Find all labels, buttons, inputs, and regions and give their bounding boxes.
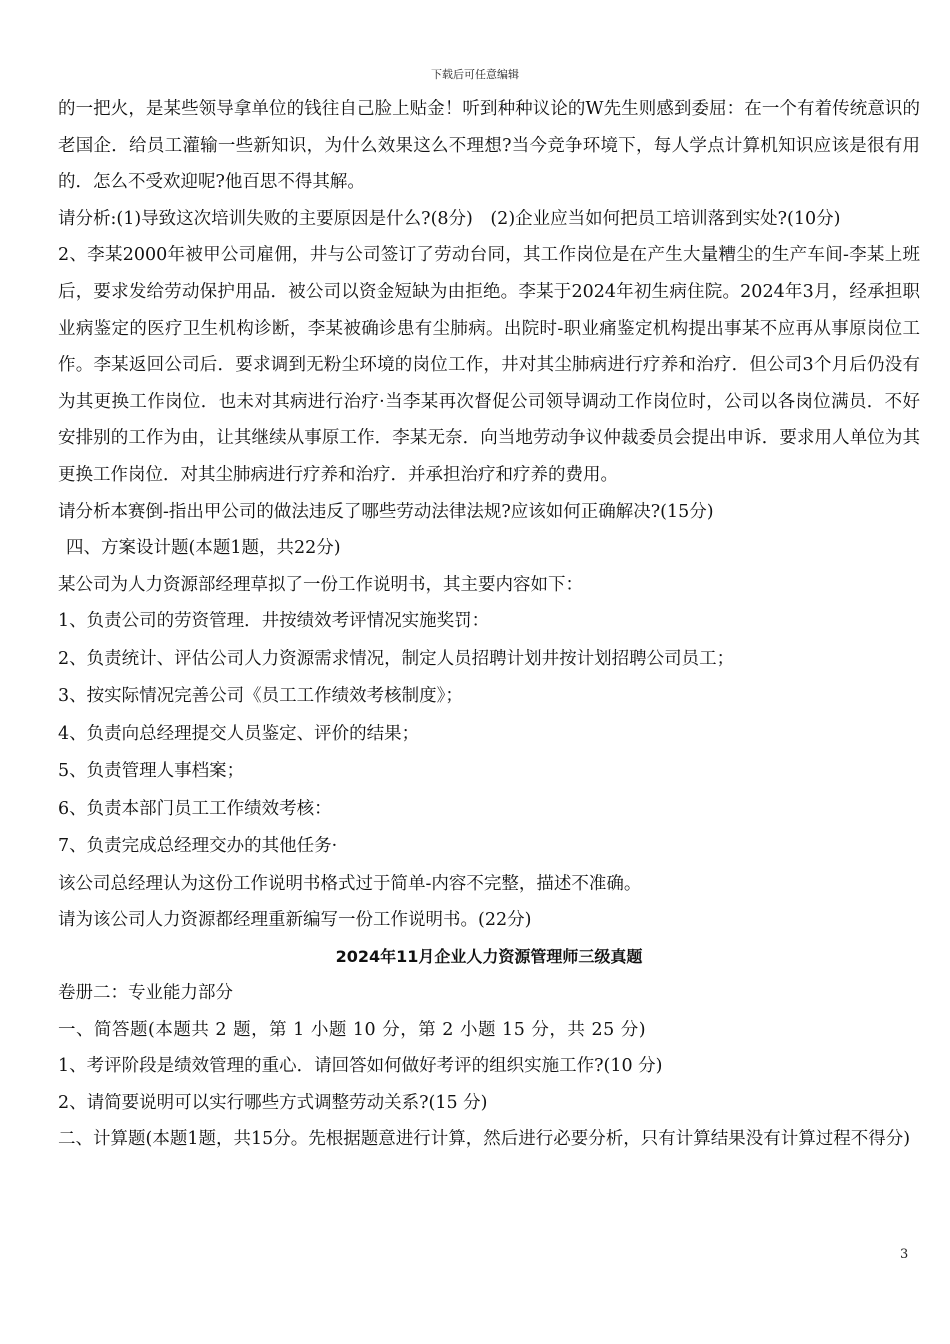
paragraph-training-complaint: 的一把火，是某些领导拿单位的钱往自己脸上贴金！听到种种议论的W先生则感到委屈：在一个有着传统意识的老国企．给员工灌输一些新知识，为什么效果这么不理想?当今竞争环境下，每人学点计算机知识应该是很有用的．怎么不受欢迎呢?他百思不得其解。 [58, 99, 920, 193]
calculation-heading: 二、计算题(本题1题，共15分。先根据题意进行计算，然后进行必要分析，只有计算结果没有计算过程不得分) [58, 1129, 911, 1150]
section-four-heading: 四、方案设计题(本题1题，共22分) [66, 538, 341, 559]
short-answer-heading: 一、简答题(本题共 2 题，第 1 小题 10 分，第 2 小题 15 分，共 25 分) [58, 1019, 647, 1040]
manager-opinion: 该公司总经理认为这份工作说明书格式过于简单-内容不完整，描述不准确。 [58, 873, 642, 894]
list-item: 3、按实际情况完善公司《员工工作绩效考核制度》； [58, 686, 463, 707]
list-item: 5、负责管理人事档案； [58, 761, 245, 782]
question-analysis-1: 请分析:(1)导致这次培训失败的主要原因是什么?(8分) (2)企业应当如何把员工培训落到实处?(10分) [58, 208, 841, 229]
list-item: 4、负责向总经理提交人员鉴定、评价的结果； [58, 723, 420, 744]
volume-two-heading: 卷册二：专业能力部分 [58, 983, 233, 1003]
job-description-intro: 某公司为人力资源部经理草拟了一份工作说明书，其主要内容如下： [58, 574, 583, 595]
list-item: 7、负责完成总经理交办的其他任务· [58, 836, 338, 857]
list-item: 6、负责本部门员工工作绩效考核： [58, 798, 332, 819]
document-body [58, 91, 920, 1158]
list-item: 1、负责公司的劳资管理．井按绩效考评情况实施奖罚： [58, 611, 490, 632]
question-analysis-2: 请分析本赛倒-指出甲公司的做法违反了哪些劳动法律法规?应该如何正确解决?(15分) [58, 501, 714, 522]
case-2-paragraph: 2、李某2000年被甲公司雇佣，井与公司签订了劳动台同，其工作岗位是在产生大量糟尘的生产车间-李某上班后，要求发给劳动保护用品．被公司以资金短缺为由拒绝。李某于2024年初生病住院。2024年3月，经承担职业病鉴定的医疗卫生机构诊断，李某被确诊患有尘肺病。出院时-职业痛鉴定机构提出事某不应再从事原岗位工作。李某返回公司后．要求调到无粉尘环境的岗位工作，井对其尘肺病进行疗养和治疗．但公司3个月后仍没有为其更换工作岗位．也未对其病进行治疗·当李某再次督促公司领导调动工作岗位时，公司以各岗位满员．不好安排别的工作为由，让其继续从事原工作．李某无奈．向当地劳动争议仲裁委员会提出申诉．要求用人单位为其更换工作岗位．对其尘肺病进行疗养和治疗．并承担治疗和疗养的费用。 [58, 245, 920, 485]
rewrite-task: 请为该公司人力资源都经理重新编写一份工作说明书。(22分) [58, 910, 532, 931]
page-header: 下载后可任意编辑 [431, 68, 519, 81]
exam-title: 2024年11月企业人力资源管理师三级真题 [335, 947, 643, 966]
page-number: 3 [900, 1247, 909, 1262]
list-item: 2、负责统计、评估公司人力资源需求情况，制定人员招聘计划井按计划招聘公司员工； [58, 648, 735, 669]
short-answer-question-2: 2、请简要说明可以实行哪些方式调整劳动关系?(15 分) [58, 1092, 488, 1113]
short-answer-question-1: 1、考评阶段是绩效管理的重心．请回答如何做好考评的组织实施工作?(10 分) [58, 1056, 663, 1077]
